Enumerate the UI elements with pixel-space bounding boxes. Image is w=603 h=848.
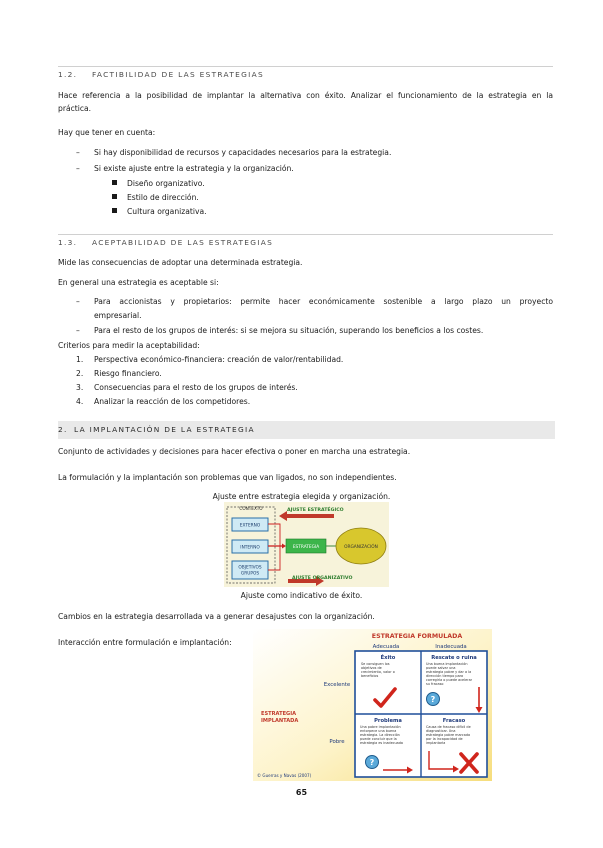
q4-title: Fracaso (442, 718, 466, 724)
row-label-estrategia: ESTRATEGIA (261, 711, 297, 717)
numbered-item: 2. Riesgo financiero. (76, 369, 162, 378)
q3-text-line: entorpece una buena (360, 729, 397, 733)
q2-text-line: Una buena implantación (426, 662, 468, 666)
section-heading-1-2 (58, 70, 264, 79)
section-divider (58, 66, 553, 67)
adjustment-diagram (224, 502, 389, 587)
bullet-square-icon (112, 180, 117, 185)
section-title: ACEPTABILIDAD DE LAS ESTRATEGIAS (92, 238, 274, 247)
sub-list-item: Cultura organizativa. (112, 206, 207, 217)
sub-list-item: Estilo de dirección. (112, 192, 199, 203)
q4-text-line: implantarla (426, 741, 446, 745)
label-estrategia: ESTRATEGIA (292, 544, 320, 550)
q3-text-line: estrategia es inadecuada (360, 741, 403, 745)
q2-text-line: corregirla o puede acelerar (426, 678, 473, 682)
q2-text-line: su fracaso (426, 682, 444, 686)
section-heading-2 (58, 425, 255, 434)
label-objetivos: OBJETIVOS (238, 565, 262, 571)
row-label-excelente: Excelente (323, 682, 351, 688)
bullet-square-icon (112, 208, 117, 213)
q4-text-line: Causa de fracaso difícil de (426, 725, 471, 729)
figure-caption: Ajuste como indicativo de éxito. (240, 591, 363, 600)
label-organizacion: ORGANIZACIÓN (344, 544, 378, 550)
q2-text-line: dirección tiempo para (426, 674, 464, 678)
label-ajuste-estrategico: AJUSTE ESTRATÉGICO (287, 508, 344, 513)
q2-title: Rescate o ruina (431, 655, 477, 661)
section-number: 1.3. (58, 238, 78, 247)
q4-text-line: diagnosticar. Una (426, 729, 456, 733)
col-label-adecuada: Adecuada (372, 644, 400, 650)
q2-text-line: estrategia pobre y dar a la (426, 670, 472, 674)
paragraph-line: Hace referencia a la posibilidad de implantar la alternativa con éxito. Analizar el funcionamiento de la estrategia en la (58, 91, 553, 100)
label-interno: INTERNO (240, 545, 260, 551)
formulation-implementation-matrix (253, 629, 492, 781)
q3-text-line: estrategia. La dirección (360, 733, 400, 737)
numbered-item: 1. Perspectiva económico-financiera: creación de valor/rentabilidad. (76, 355, 344, 364)
col-label-inadecuada: Inadecuada (435, 644, 467, 650)
numbered-item: 4. Analizar la reacción de los competidores. (76, 397, 251, 406)
paragraph: Cambios en la estrategia desarrollada va a generar desajustes con la organización. (58, 612, 375, 621)
q3-text-line: puede concluir que la (360, 737, 397, 741)
section-divider (58, 234, 553, 235)
paragraph: Interacción entre formulación e implantación: (58, 638, 232, 647)
paragraph: La formulación y la implantación son problemas que van ligados, no son independientes. (58, 473, 397, 482)
section-number: 2. (58, 425, 68, 434)
list-item-continuation: empresarial. (94, 311, 142, 320)
question-icon-glyph: ? (369, 758, 375, 767)
figure-title: Ajuste entre estrategia elegida y organización. (212, 492, 391, 501)
row-label-pobre: Pobre (329, 739, 345, 745)
label-externo: EXTERNO (239, 523, 261, 529)
numbered-item: 3. Consecuencias para el resto de los grupos de interés. (76, 383, 298, 392)
q4-text-line: estrategia pobre marcada (426, 733, 471, 737)
q1-text-line: Se consiguen los (361, 662, 390, 666)
paragraph: En general una estrategia es aceptable si: (58, 278, 219, 287)
paragraph: Mide las consecuencias de adoptar una determinada estrategia. (58, 258, 303, 267)
label-grupos: GRUPOS (240, 571, 260, 577)
q1-title: Éxito (380, 655, 396, 661)
page-number: 65 (295, 788, 308, 797)
list-item: – Para accionistas y propietarios: permite hacer económicamente sostenible a largo plazo un proyecto (76, 297, 553, 306)
list-item: – Si hay disponibilidad de recursos y capacidades necesarios para la estrategia. (76, 148, 392, 157)
q4-text-line: por la incapacidad de (426, 737, 463, 741)
label-contexto: CONTEXTO (239, 506, 263, 511)
section-heading-1-3 (58, 238, 273, 247)
paragraph: Conjunto de actividades y decisiones para hacer efectiva o poner en marcha una estrategia. (58, 447, 411, 456)
section-title: FACTIBILIDAD DE LAS ESTRATEGIAS (92, 70, 264, 79)
matrix-credit: © Guerras y Navas (2007) (257, 773, 312, 778)
q3-title: Problema (374, 718, 402, 724)
matrix-title: ESTRATEGIA FORMULADA (371, 633, 463, 640)
paragraph: Criterios para medir la aceptabilidad: (58, 341, 200, 350)
q2-text-line: puede salvar una (426, 666, 456, 670)
section-number: 1.2. (58, 70, 78, 79)
paragraph-line: práctica. (58, 104, 92, 113)
q1-text-line: crecimiento, valor o (361, 670, 395, 674)
row-label-implantada: IMPLANTADA (261, 718, 299, 724)
sub-list-item: Diseño organizativo. (112, 178, 205, 189)
list-item: – Para el resto de los grupos de interés: si se mejora su situación, superando los beneficios a los costes. (76, 326, 484, 335)
list-item: – Si existe ajuste entre la estrategia y la organización. (76, 164, 294, 173)
q3-text-line: Una pobre implantación (360, 725, 401, 729)
label-ajuste-organizativo: AJUSTE ORGANIZATIVO (292, 576, 353, 581)
bullet-square-icon (112, 194, 117, 199)
q1-text-line: objetivos de (361, 666, 382, 670)
paragraph: Hay que tener en cuenta: (58, 128, 156, 137)
question-icon-glyph: ? (430, 695, 436, 704)
section-title: LA IMPLANTACIÓN DE LA ESTRATEGIA (74, 425, 255, 434)
q1-text-line: beneficios (361, 674, 379, 678)
